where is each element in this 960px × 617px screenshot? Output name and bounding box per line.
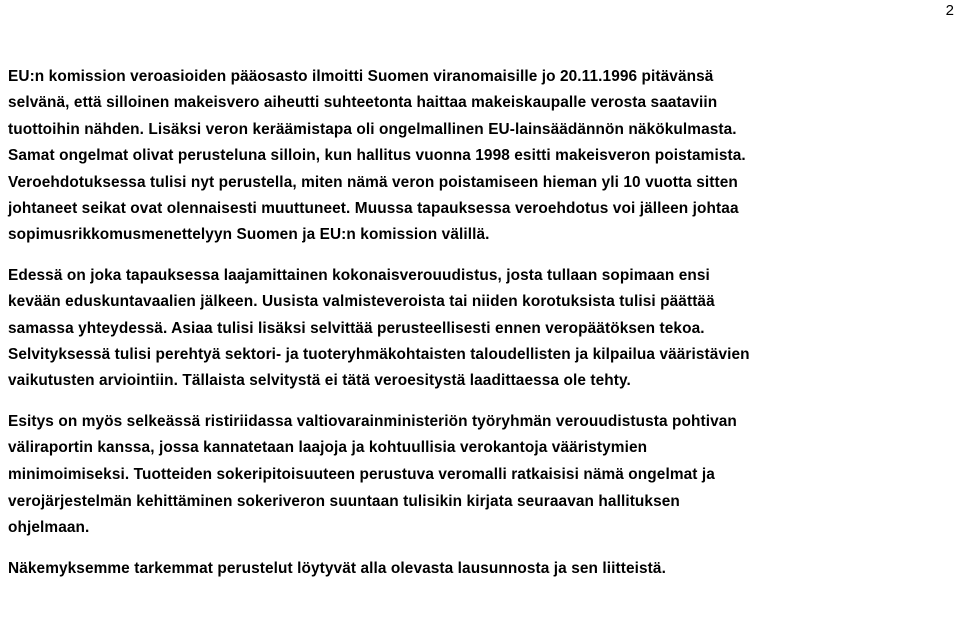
paragraph-line: sopimusrikkomusmenettelyyn Suomen ja EU:n komission välillä. bbox=[8, 226, 490, 244]
paragraph-line: Selvityksessä tulisi perehtyä sektori- ja tuoteryhmäkohtaisten taloudellisten ja kilpailua vääristävien bbox=[8, 346, 750, 364]
paragraph-line: selvänä, että silloinen makeisvero aiheutti suhteetonta haittaa makeiskaupalle verosta saataviin bbox=[8, 94, 718, 112]
paragraph-3 bbox=[8, 409, 953, 542]
paragraph-line: Edessä on joka tapauksessa laajamittainen kokonaisverouudistus, josta tullaan sopimaan ensi bbox=[8, 266, 710, 284]
paragraph-spacer bbox=[8, 542, 953, 556]
paragraph-line: verojärjestelmän kehittäminen sokeriveron suuntaan tulisikin kirjata seuraavan hallituksen bbox=[8, 492, 680, 510]
paragraph-2 bbox=[8, 263, 953, 395]
document-body bbox=[8, 64, 953, 582]
paragraph-line: tuottoihin nähden. Lisäksi veron keräämistapa oli ongelmallinen EU-lainsäädännön näkökulmasta. bbox=[8, 120, 737, 138]
paragraph-line: Samat ongelmat olivat perusteluna silloin, kun hallitus vuonna 1998 esitti makeisveron poistamista. bbox=[8, 147, 746, 165]
paragraph-1 bbox=[8, 64, 953, 249]
paragraph-line: kevään eduskuntavaalien jälkeen. Uusista valmisteveroista tai niiden korotuksista tulisi päättää bbox=[8, 293, 715, 311]
paragraph-line: EU:n komission veroasioiden pääosasto ilmoitti Suomen viranomaisille jo 20.11.1996 pitävänsä bbox=[8, 68, 714, 85]
paragraph-4 bbox=[8, 556, 953, 582]
paragraph-line: Esitys on myös selkeässä ristiriidassa valtiovarainministeriön työryhmän verouudistusta pohtivan bbox=[8, 412, 737, 430]
page-number: 2 bbox=[945, 2, 954, 19]
paragraph-line: Veroehdotuksessa tulisi nyt perustella, miten nämä veron poistamiseen hieman yli 10 vuotta sitten bbox=[8, 173, 738, 191]
paragraph-spacer bbox=[8, 395, 953, 409]
paragraph-line: minimoimiseksi. Tuotteiden sokeripitoisuuteen perustuva veromalli ratkaisisi nämä ongelmat ja bbox=[8, 466, 715, 484]
paragraph-line: johtaneet seikat ovat olennaisesti muuttuneet. Muussa tapauksessa veroehdotus voi jälleen johtaa bbox=[8, 200, 739, 218]
paragraph-spacer bbox=[8, 249, 953, 263]
paragraph-line: vaikutusten arviointiin. Tällaista selvitystä ei tätä veroesitystä laadittaessa ole tehty. bbox=[8, 372, 631, 390]
paragraph-line: Näkemyksemme tarkemmat perustelut löytyvät alla olevasta lausunnosta ja sen liitteistä. bbox=[8, 559, 666, 577]
paragraph-line: samassa yhteydessä. Asiaa tulisi lisäksi selvittää perusteellisesti ennen veropäätöksen tekoa. bbox=[8, 319, 705, 337]
paragraph-line: ohjelmaan. bbox=[8, 519, 90, 537]
paragraph-line: väliraportin kanssa, jossa kannatetaan laajoja ja kohtuullisia verokantoja vääristymien bbox=[8, 439, 648, 457]
